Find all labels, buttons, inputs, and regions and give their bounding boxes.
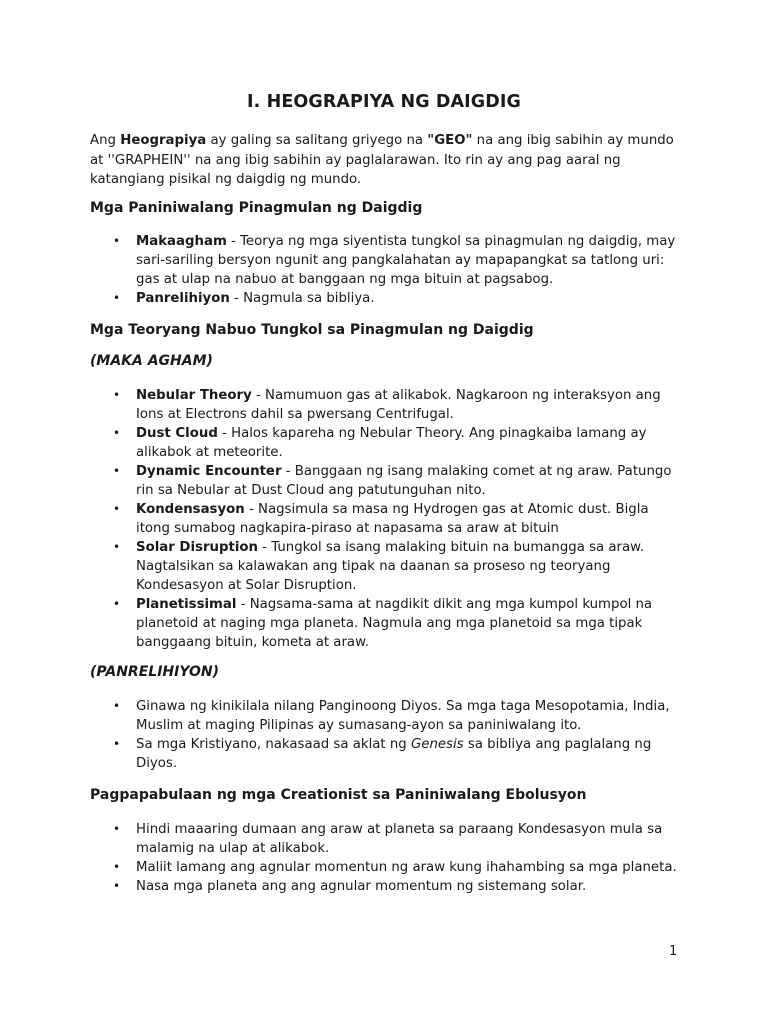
intro-text: Ang: [90, 133, 121, 148]
list-item-term: Makaagham: [136, 234, 227, 249]
list-item: [90, 289, 680, 308]
intro-term-geo: "GEO": [427, 133, 473, 148]
list-item: [90, 877, 680, 896]
list-item: [90, 232, 680, 289]
intro-text: ay galing sa salitang griyego na: [206, 133, 428, 148]
list-item-term: Dust Cloud: [136, 426, 218, 441]
list-item: [90, 500, 680, 538]
bullet-icon: •: [113, 426, 121, 440]
page-title: I. HEOGRAPIYA NG DAIGDIG: [247, 92, 521, 112]
list-item-emphasis: Genesis: [410, 737, 464, 752]
list-item-text: Sa mga Kristiyano, nakasaad sa aklat ng: [136, 737, 411, 752]
list-item-text: - Nagsimula sa masa ng Hydrogen gas at Atomic dust. Bigla itong sumabog nagkapira-piraso at napasama sa araw at bituin: [136, 502, 649, 536]
bullet-icon: •: [113, 737, 121, 751]
section-heading-pagpapabulaan: Pagpapabulaan ng mga Creationist sa Paniniwalang Ebolusyon: [90, 787, 587, 803]
subheading-maka-agham: (MAKA AGHAM): [90, 353, 213, 369]
list-item-text: - Namumuon gas at alikabok. Nagkaroon ng interaksyon ang Ions at Electrons dahil sa pwersang Centrifugal.: [136, 388, 661, 422]
list-item-term: Kondensasyon: [136, 502, 245, 517]
list-item: [90, 697, 680, 735]
section-heading-teorya: Mga Teoryang Nabuo Tungkol sa Pinagmulan ng Daigdig: [90, 322, 534, 338]
bullet-icon: •: [113, 388, 121, 402]
list-item: [90, 424, 680, 462]
bullet-icon: •: [113, 699, 121, 713]
bullet-icon: •: [113, 464, 121, 478]
list-item-text: - Halos kapareha ng Nebular Theory. Ang pinagkaiba lamang ay alikabok at meteorite.: [136, 426, 647, 460]
list-item-term: Planetissimal: [136, 597, 237, 612]
teorya-list: [90, 386, 680, 652]
bullet-icon: •: [113, 502, 121, 516]
list-item-text: Maliit lamang ang agnular momentun ng araw kung ihahambing sa mga planeta.: [136, 860, 677, 875]
bullet-icon: •: [113, 597, 121, 611]
list-item-text: Hindi maaaring dumaan ang araw at planeta sa paraang Kondesasyon mula sa malamig na ulap at alikabok.: [136, 822, 663, 856]
page-number: 1: [669, 944, 678, 959]
intro-term-heograpiya: Heograpiya: [120, 133, 207, 148]
list-item-text: sa bibliya ang paglalang ng Diyos.: [136, 737, 652, 771]
intro-paragraph: [90, 131, 690, 190]
list-item: [90, 538, 680, 595]
panrelihiyon-list: [90, 697, 680, 773]
list-item: [90, 595, 680, 652]
bullet-icon: •: [113, 234, 121, 248]
bullet-icon: •: [113, 860, 121, 874]
bullet-icon: •: [113, 291, 121, 305]
list-item-term: Solar Disruption: [136, 540, 258, 555]
list-item: [90, 858, 680, 877]
list-item: [90, 386, 680, 424]
list-item: [90, 462, 680, 500]
bullet-icon: •: [113, 822, 121, 836]
list-item-text: - Nagsama-sama at nagdikit dikit ang mga kumpol kumpol na planetoid at naging mga planeta. Nagmula ang mga planetoid sa mga tipak banggaang bituin, kometa at araw.: [136, 597, 653, 650]
list-item-term: Nebular Theory: [136, 388, 252, 403]
paniniwala-list: [90, 232, 680, 308]
list-item-text: - Tungkol sa isang malaking bituin na bumangga sa araw. Nagtalsikan sa kalawakan ang tipak na daanan sa proseso ng teoryang Kondesasyon at Solar Disruption.: [136, 540, 645, 593]
bullet-icon: •: [113, 540, 121, 554]
list-item: [90, 735, 680, 773]
intro-text: na ang ibig sabihin ay mundo at ''GRAPHEIN'' na ang ibig sabihin ay paglalarawan. Ito rin ay ang pag aaral ng katangiang pisikal ng daigdig ng mundo.: [90, 133, 674, 187]
list-item: [90, 820, 680, 858]
pagpapabulaan-list: [90, 820, 680, 896]
list-item-term: Dynamic Encounter: [136, 464, 282, 479]
list-item-text: - Banggaan ng isang malaking comet at ng araw. Patungo rin sa Nebular at Dust Cloud ang patutunguhan nito.: [136, 464, 672, 498]
list-item-term: Panrelihiyon: [136, 291, 230, 306]
list-item-text: - Teorya ng mga siyentista tungkol sa pinagmulan ng daigdig, may sari-sariling bersyon ngunit ang pangkalahatan ay mapapangkat sa tatlong uri: gas at ulap na nabuo at banggaan ng mga bituin at pagsabog.: [136, 234, 676, 287]
list-item-text: Nasa mga planeta ang ang agnular momentum ng sistemang solar.: [136, 879, 587, 894]
subheading-panrelihiyon: (PANRELIHIYON): [90, 664, 219, 680]
list-item-text: Ginawa ng kinikilala nilang Panginoong Diyos. Sa mga taga Mesopotamia, India, Muslim at maging Pilipinas ay sumasang-ayon sa paniniwalang ito.: [136, 699, 670, 733]
section-heading-paniniwala: Mga Paniniwalang Pinagmulan ng Daigdig: [90, 200, 423, 216]
list-item-text: - Nagmula sa bibliya.: [229, 291, 375, 306]
bullet-icon: •: [113, 879, 121, 893]
